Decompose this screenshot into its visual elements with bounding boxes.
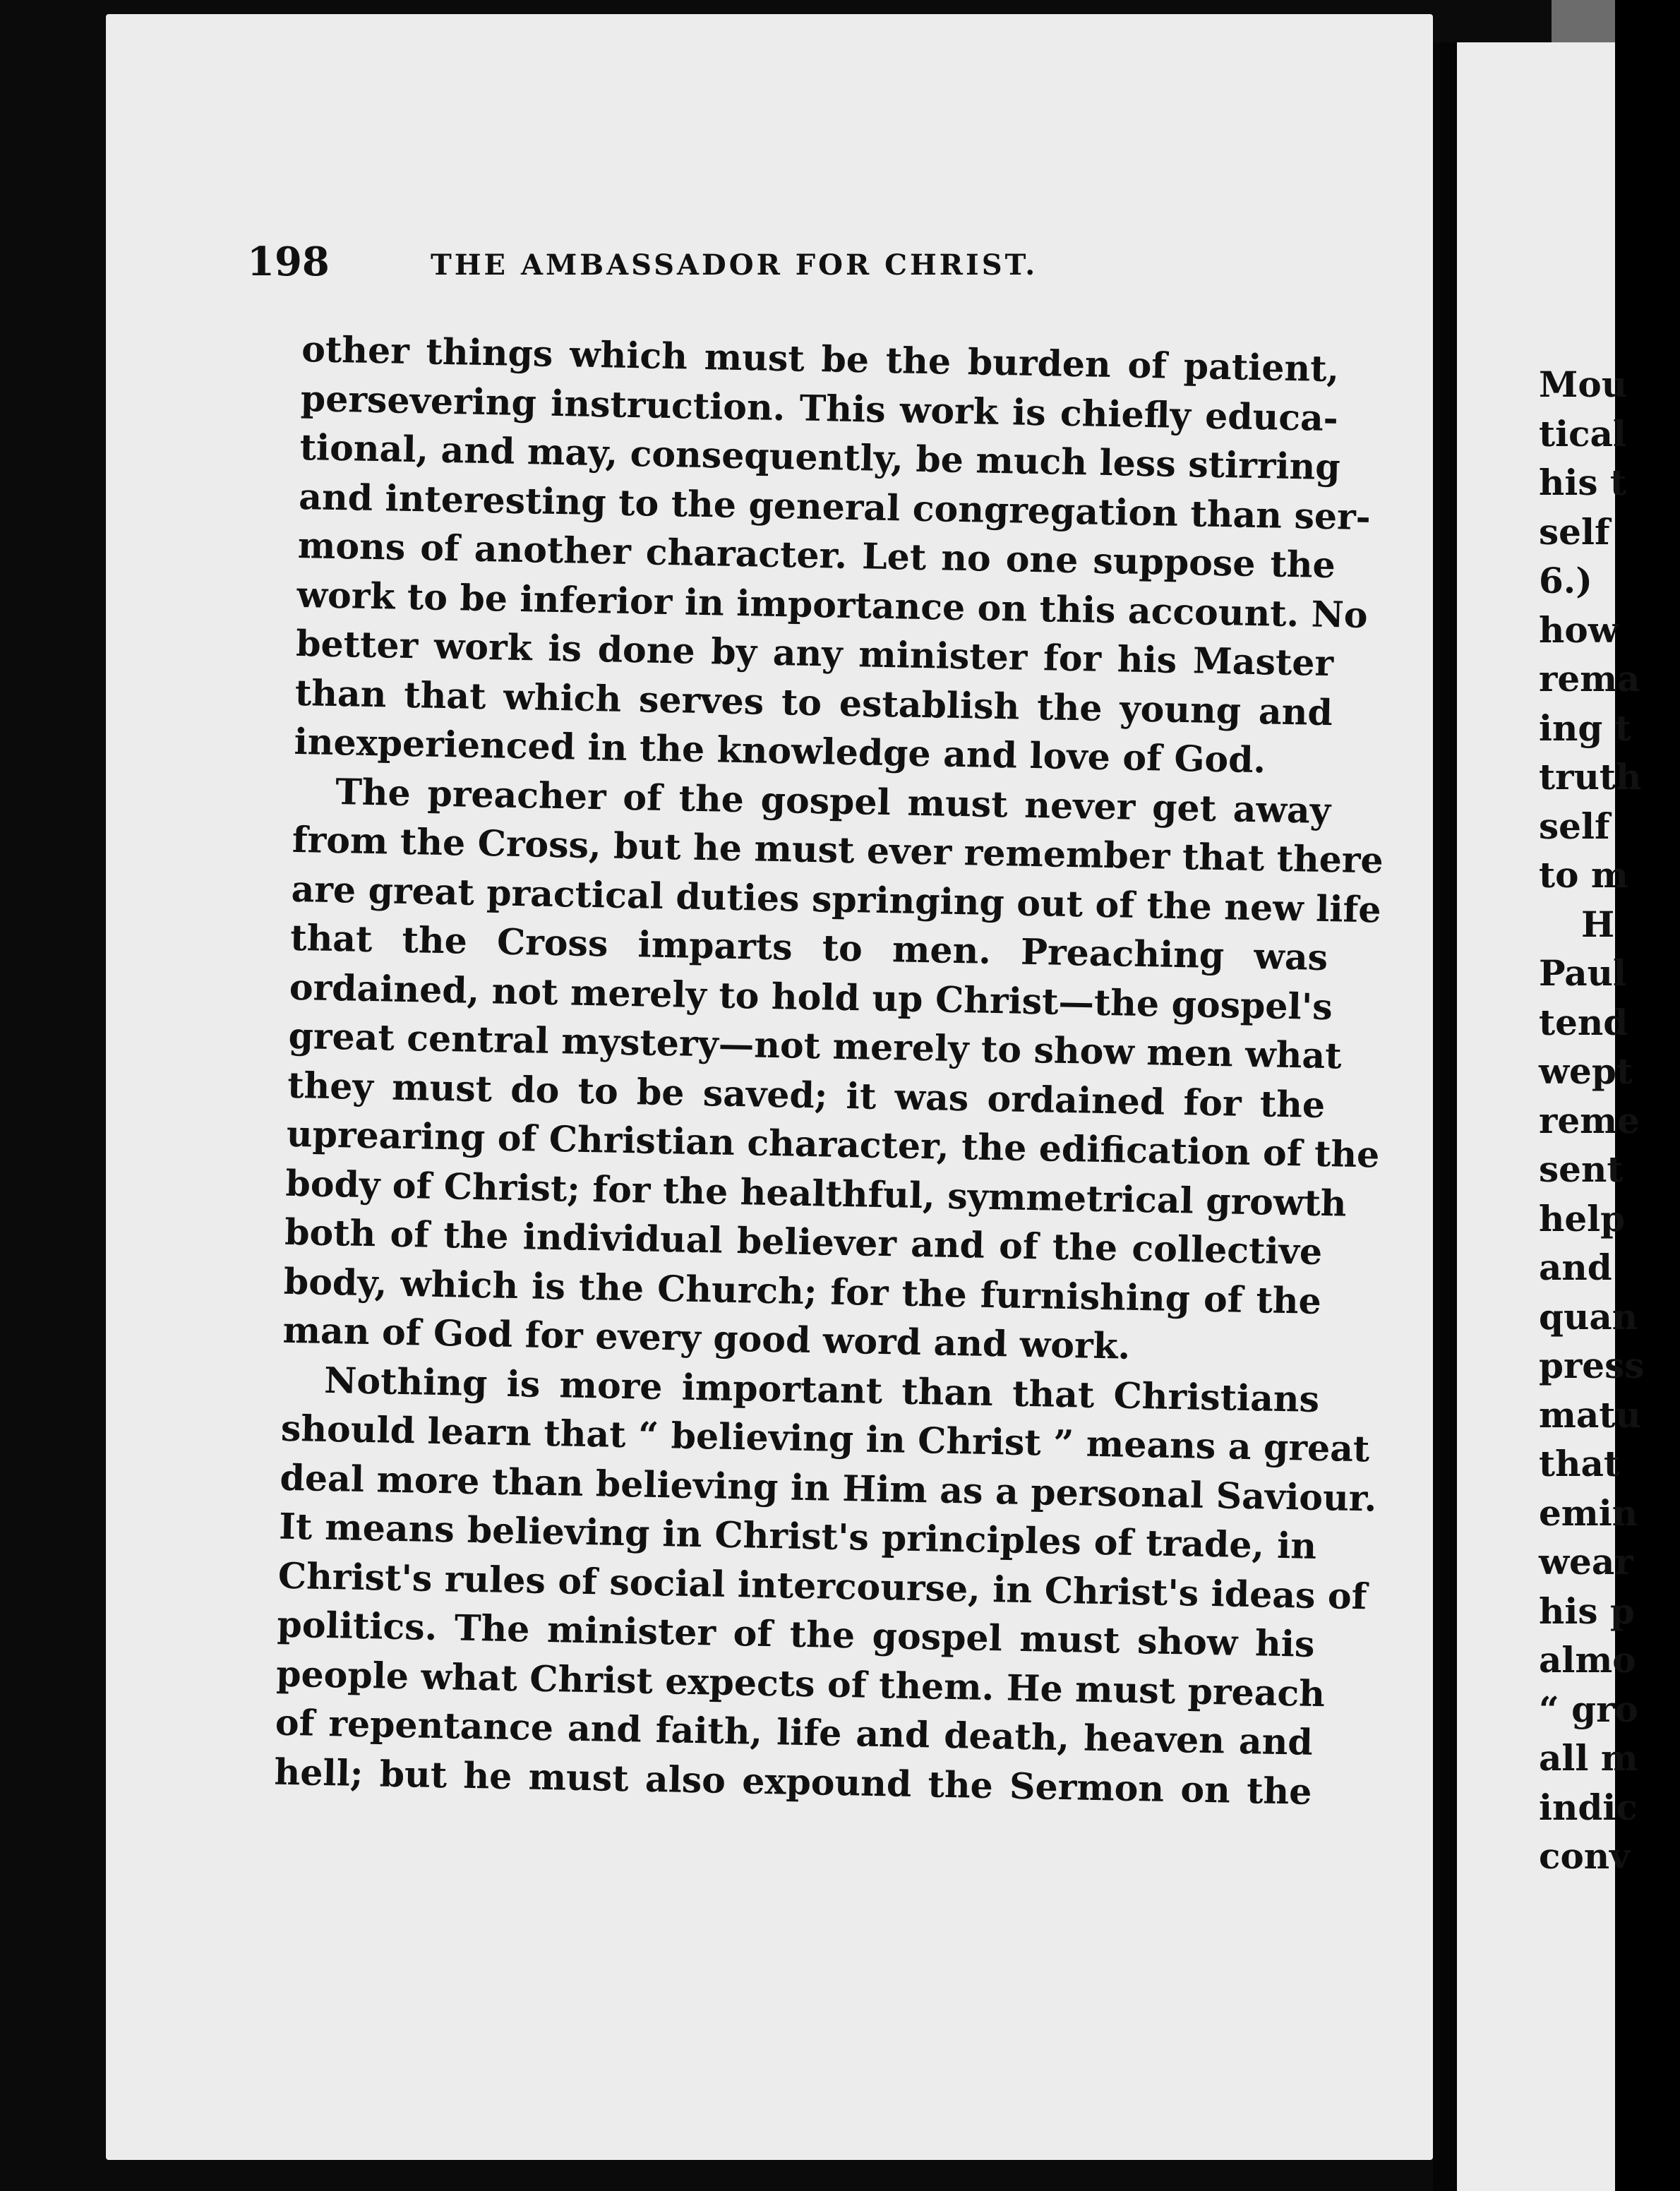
text-line: body of Christ; for the healthful, symmetrical growth [285,1162,1348,1225]
text-line: The preacher of the gospel must never get away [335,770,1331,832]
text-line: both of the individual believer and of the collective [284,1211,1323,1273]
right-text-line: matu [1539,1393,1641,1436]
text-line: persevering instruction. This work is chiefly educa- [300,377,1339,439]
right-text-line: self [1539,805,1610,847]
right-text-line: emin [1539,1491,1638,1534]
right-text-line: all m [1539,1737,1638,1779]
right-text-line: almo [1539,1639,1636,1681]
scan-corner [1552,0,1615,42]
right-page [1457,42,1645,2191]
right-text-line: tend [1539,1001,1628,1043]
right-text-line: 6.) [1539,560,1592,601]
text-line: politics. The minister of the gospel must show his [277,1603,1315,1665]
body-text [274,325,1384,1816]
text-line: hell; but he must also expound the Sermon on the [274,1751,1312,1813]
text-line: It means believing in Christ's principles of trade, in [278,1505,1317,1567]
text-line: people what Christ expects of them. He must preach [275,1652,1326,1715]
right-text-line: rema [1539,658,1640,700]
right-text-line: quan [1539,1295,1638,1338]
text-line: and interesting to the general congregation than ser- [298,475,1372,538]
text-line: deal more than believing in Him as a personal Saviour. [280,1456,1377,1520]
right-text-line: Mou [1539,364,1628,405]
right-text-line: to m [1539,854,1628,896]
right-page-text [1539,360,1680,1881]
right-text-line: sent [1539,1148,1624,1190]
right-text-line: that [1539,1443,1620,1484]
right-text-line: truth [1539,756,1642,798]
text-line: uprearing of Christian character, the edification of the [286,1112,1380,1176]
text-line: should learn that “ believing in Christ ” means a great [280,1407,1370,1470]
text-line: other things which must be the burden of patient, [301,328,1340,390]
text-line: Nothing is more important than that Christians [323,1359,1320,1420]
text-line: better work is done by any minister for his Master [295,622,1334,685]
text-line: ordained, not merely to hold up Christ—the gospel's [289,966,1333,1028]
book-spine [1433,42,1457,2191]
text-line: from the Cross, but he must ever remember that there [292,818,1384,882]
right-text-line: conv [1539,1835,1631,1877]
right-text-line: “ gro [1539,1688,1638,1730]
right-text-line: tical [1539,412,1626,455]
right-text-line: his p [1539,1590,1635,1632]
text-line: mons of another character. Let no one suppose the [297,524,1336,587]
text-line: they must do to be saved; it was ordained for the [287,1064,1326,1126]
right-text-line: wear [1539,1541,1633,1583]
right-text-line: indic [1539,1786,1638,1828]
right-text-line: Paul [1539,952,1626,994]
text-line: Christ's rules of social intercourse, in Christ's ideas of [277,1554,1367,1617]
right-text-line: how [1539,608,1619,651]
right-text-line: and [1539,1247,1612,1288]
page-number: 198 [247,239,330,285]
text-line: work to be inferior in importance on this account. No [296,573,1369,636]
text-line: than that which serves to establish the young and [294,671,1333,733]
right-text-line: ing t [1539,707,1631,749]
right-text-line: his t [1539,462,1626,503]
right-text-line: self [1539,510,1610,553]
right-text-line: H [1581,903,1615,945]
text-line: tional, and may, consequently, be much less stirring [299,426,1341,488]
text-line: great central mystery—not merely to show men what [288,1014,1343,1077]
right-text-line: wept [1539,1050,1633,1092]
text-line: of repentance and faith, life and death, heaven and [275,1701,1314,1763]
right-text-line: reme [1539,1099,1640,1141]
text-line: man of God for every good word and work. [282,1309,1131,1367]
right-text-line: help [1539,1197,1626,1239]
text-line: inexperienced in the knowledge and love of God. [294,720,1266,781]
running-head: THE AMBASSADOR FOR CHRIST. [431,248,1038,282]
text-line: that the Cross imparts to men. Preaching was [289,916,1328,979]
right-text-line: press [1539,1345,1645,1386]
text-line: are great practical duties springing out of the new life [291,868,1382,930]
text-line: body, which is the Church; for the furnishing of the [283,1260,1322,1322]
page-header [247,239,1165,288]
